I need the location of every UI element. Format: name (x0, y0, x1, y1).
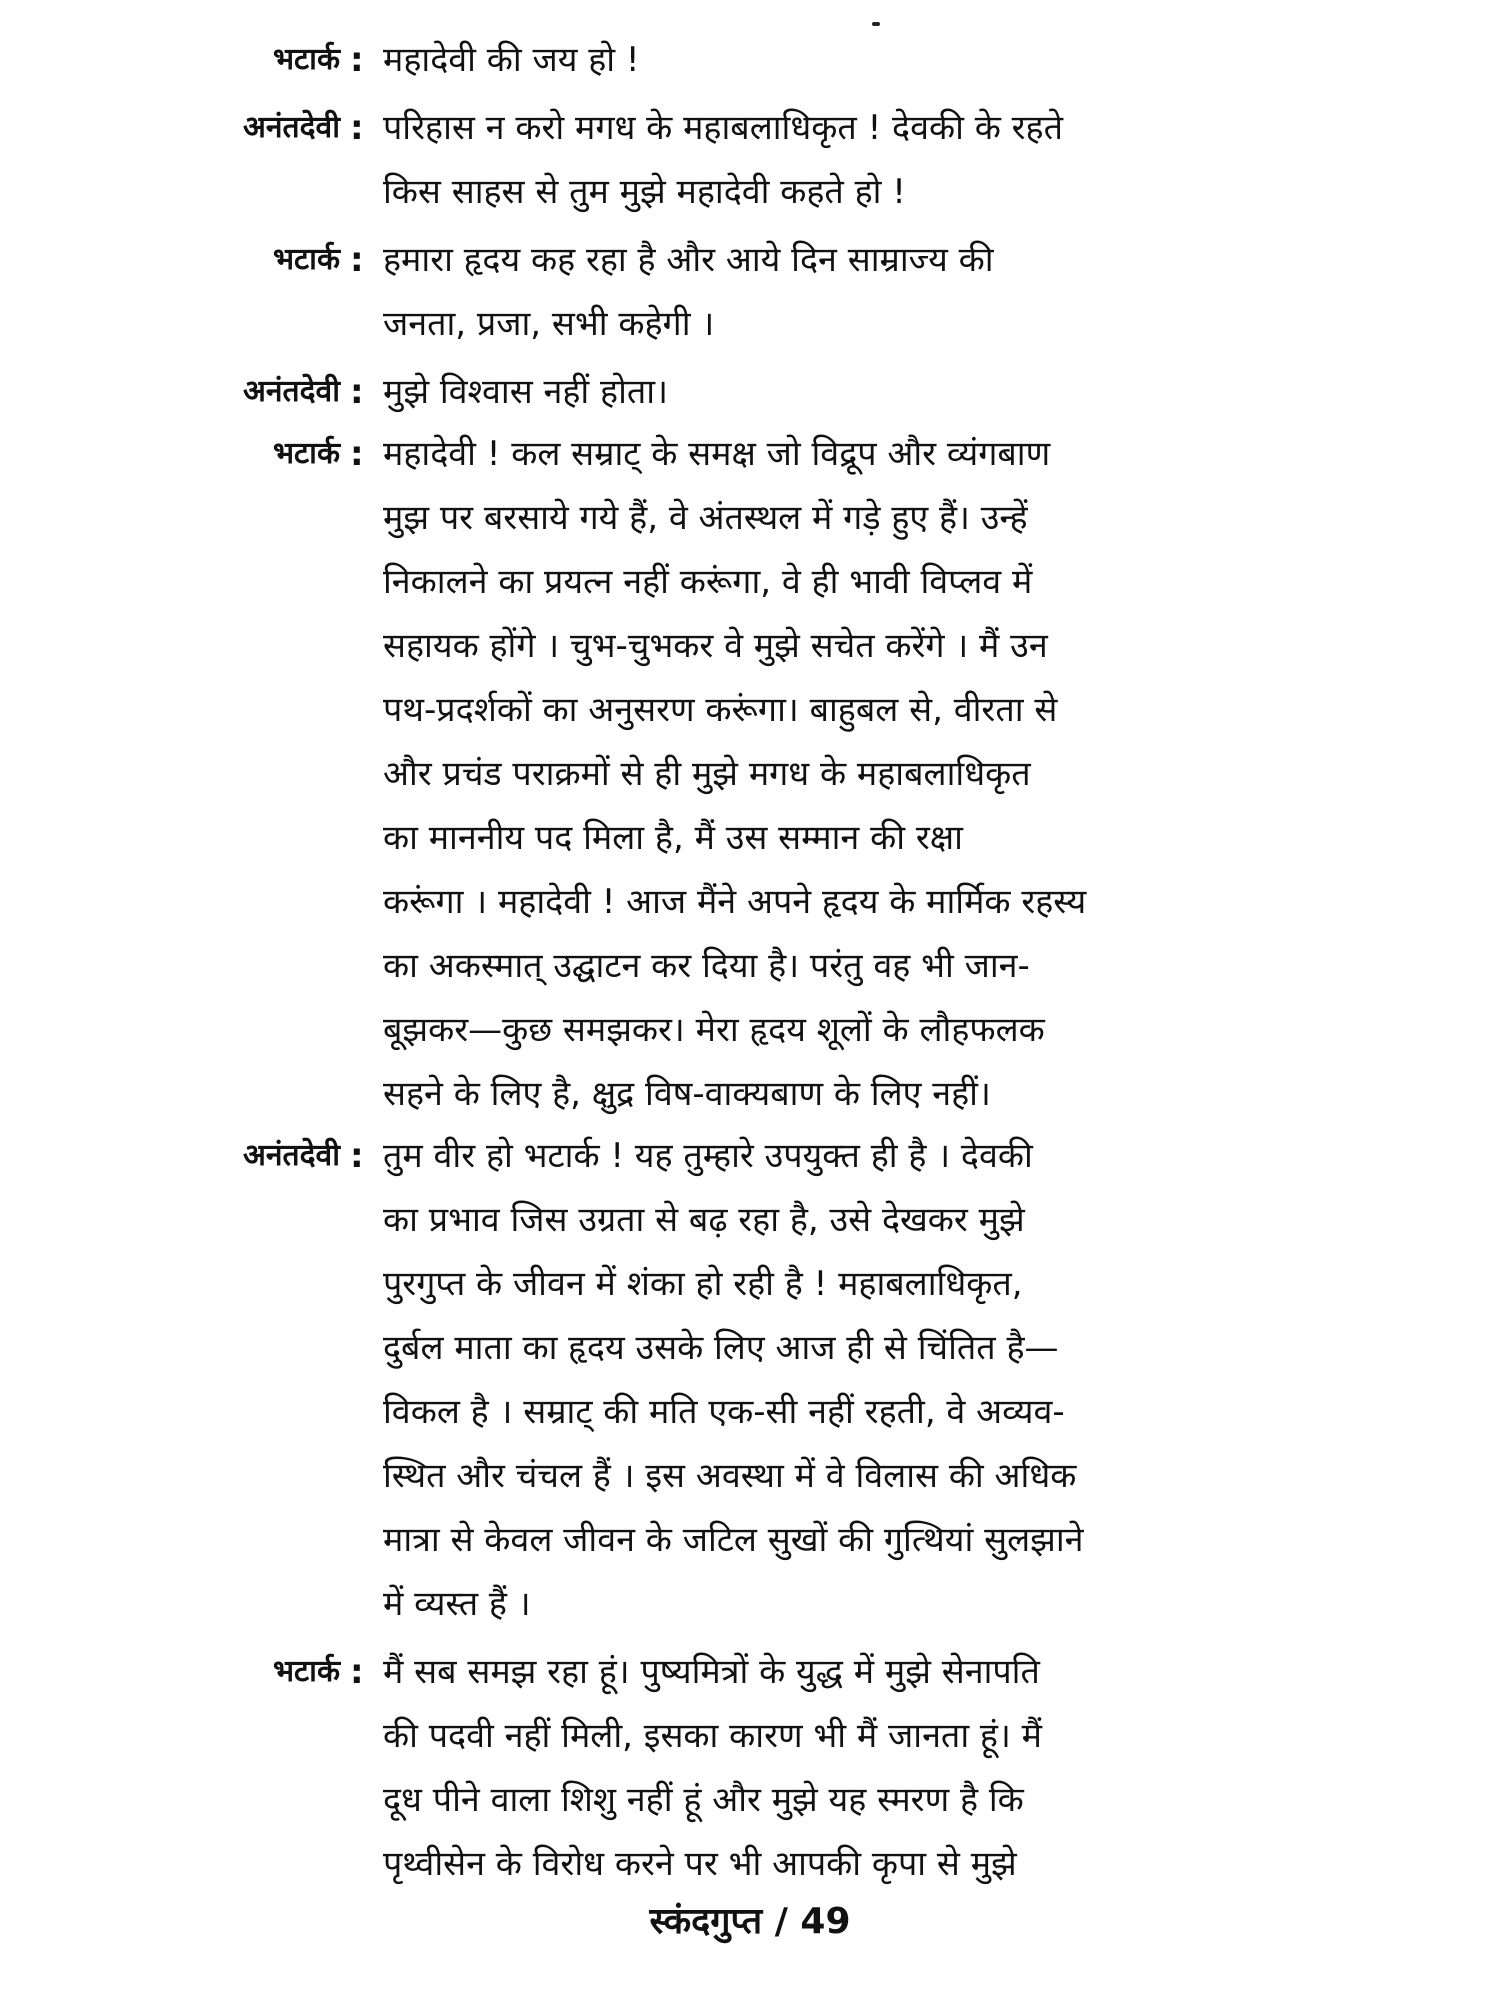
speech-line: और प्रचंड पराक्रमों से ही मुझे मगध के महाबलाधिकृत (383, 754, 1031, 794)
speech-line: मैं सब समझ रहा हूं। पुष्यमित्रों के युद्ध में मुझे सेनापति (383, 1652, 1040, 1692)
speech-line: सहने के लिए है, क्षुद्र विष-वाक्यबाण के लिए नहीं। (383, 1074, 991, 1114)
speech-text (383, 1640, 1303, 1896)
speech-line: सहायक होंगे । चुभ-चुभकर वे मुझे सचेत करेंगे । मैं उन (383, 626, 1048, 666)
speaker-name: अनंतदेवी (242, 374, 340, 409)
speech-line: मुझे विश्वास नहीं होता। (383, 372, 668, 412)
book-title: स्कंदगुप्त (649, 1901, 763, 1942)
speech-text (383, 28, 1303, 92)
speech-line: महादेवी की जय हो ! (383, 40, 640, 80)
speaker-name: भटार्क (272, 436, 340, 471)
speech-line: दुर्बल माता का हृदय उसके लिए आज ही से चिंतित है— (383, 1328, 1059, 1368)
speaker-name: भटार्क (272, 42, 340, 77)
speech-text (383, 96, 1303, 224)
speaker-colon: : (350, 434, 364, 474)
speech-text (383, 360, 1303, 424)
speaker-colon: : (350, 1652, 364, 1692)
speaker-colon: : (350, 1136, 364, 1176)
speech-line: महादेवी ! कल सम्राट् के समक्ष जो विद्रूप और व्यंगबाण (383, 434, 1051, 474)
speech-line: किस साहस से तुम मुझे महादेवी कहते हो ! (383, 172, 906, 212)
speech-line: परिहास न करो मगध के महाबलाधिकृत ! देवकी के रहते (383, 108, 1063, 148)
speech-line: निकालने का प्रयत्न नहीं करूंगा, वे ही भावी विप्लव में (383, 562, 1033, 602)
speech-line: पथ-प्रदर्शकों का अनुसरण करूंगा। बाहुबल से, वीरता से (383, 690, 1058, 730)
speech-line: का अकस्मात् उद्घाटन कर दिया है। परंतु वह भी जान- (383, 946, 1030, 986)
speaker-name: अनंतदेवी (242, 1138, 340, 1173)
page-number: 49 (800, 1901, 851, 1942)
speaker-colon: : (350, 40, 364, 80)
speaker-name: भटार्क (272, 1654, 340, 1689)
page-footer (0, 1895, 1500, 1944)
speaker-colon: : (350, 108, 364, 148)
speech-line: तुम वीर हो भटार्क ! यह तुम्हारे उपयुक्त ही है । देवकी (383, 1136, 1033, 1176)
speech-text (383, 422, 1303, 1126)
speaker-colon: : (350, 240, 364, 280)
speech-text (383, 1124, 1303, 1636)
speech-line: दूध पीने वाला शिशु नहीं हूं और मुझे यह स्मरण है कि (383, 1780, 1024, 1820)
speaker-name: अनंतदेवी (242, 110, 340, 145)
speech-line: मुझ पर बरसाये गये हैं, वे अंतस्थल में गड़े हुए हैं। उन्हें (383, 498, 1028, 538)
speech-line: मात्रा से केवल जीवन के जटिल सुखों की गुत्थियां सुलझाने (383, 1520, 1084, 1560)
speech-line: जनता, प्रजा, सभी कहेगी । (383, 304, 715, 344)
speech-line: पुरगुप्त के जीवन में शंका हो रही है ! महाबलाधिकृत, (383, 1264, 1023, 1304)
footer-separator: / (774, 1901, 788, 1942)
speech-line: स्थित और चंचल हैं । इस अवस्था में वे विलास की अधिक (383, 1456, 1077, 1496)
speech-line: की पदवी नहीं मिली, इसका कारण भी मैं जानता हूं। मैं (383, 1716, 1043, 1756)
speech-text (383, 228, 1303, 356)
speech-line: हमारा हृदय कह रहा है और आये दिन साम्राज्य की (383, 240, 994, 280)
speech-line: में व्यस्त हैं । (383, 1584, 531, 1624)
speech-line: बूझकर—कुछ समझकर। मेरा हृदय शूलों के लौहफलक (383, 1010, 1045, 1050)
speaker-colon: : (350, 372, 364, 412)
speech-line: का प्रभाव जिस उग्रता से बढ़ रहा है, उसे देखकर मुझे (383, 1200, 1025, 1240)
speech-line: का माननीय पद मिला है, मैं उस सम्मान की रक्षा (383, 818, 963, 858)
speech-line: करूंगा । महादेवी ! आज मैंने अपने हृदय के मार्मिक रहस्य (383, 882, 1087, 922)
print-speck (872, 22, 880, 26)
speech-line: पृथ्वीसेन के विरोध करने पर भी आपकी कृपा से मुझे (383, 1844, 1017, 1884)
speech-line: विकल है । सम्राट् की मति एक-सी नहीं रहती, वे अव्यव- (383, 1392, 1065, 1432)
speaker-name: भटार्क (272, 242, 340, 277)
